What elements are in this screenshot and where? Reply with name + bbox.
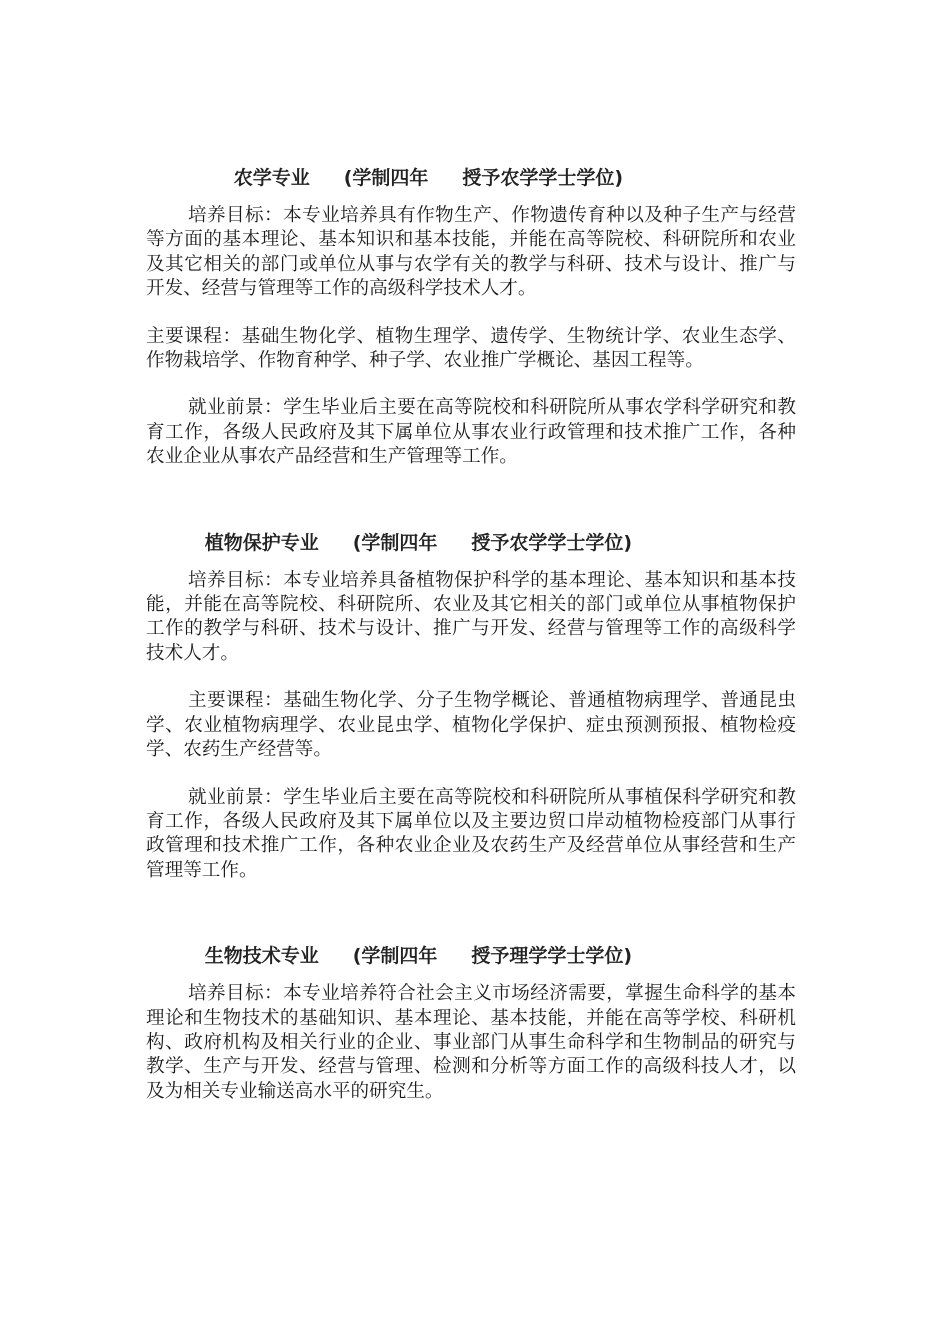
main-courses-paragraph: 主要课程：基础生物化学、分子生物学概论、普通植物病理学、普通昆虫学、农业植物病理学、农业昆虫学、植物化学保护、症虫预测预报、植物检疫学、农药生产经营等。 <box>146 690 796 761</box>
training-objective-paragraph: 培养目标：本专业培养具有作物生产、作物遗传育种以及种子生产与经营等方面的基本理论、基本知识和基本技能，并能在高等院校、科研院所和农业及其它相关的部门或单位从事与农学有关的教学与科研、技术与设计、推广与开发、经营与管理等工作的高级科学技术人才。 <box>146 205 796 300</box>
section-heading-agronomy <box>146 136 796 189</box>
major-name: 农学专业 <box>233 167 310 189</box>
program-length: (学制四年 <box>352 945 438 968</box>
employment-prospects-paragraph: 就业前景：学生毕业后主要在高等院校和科研院所从事农学科学研究和教育工作，各级人民政府及其下属单位从事农业行政管理和技术推广工作，各种农业企业从事农产品经营和生产管理等工作。 <box>146 397 796 468</box>
section-heading-plant-protection <box>146 501 796 554</box>
document-body <box>146 136 796 1104</box>
section-heading-biotechnology <box>146 914 796 968</box>
training-objective-paragraph: 培养目标：本专业培养具备植物保护科学的基本理论、基本知识和基本技能，并能在高等院校、科研院所、农业及其它相关的部门或单位从事植物保护工作的教学与科研、技术与设计、推广与开发、经营与管理等工作的高级科学技术人才。 <box>146 569 796 664</box>
degree-awarded: 授予理学学士学位) <box>471 945 633 968</box>
program-length: (学制四年 <box>343 167 429 189</box>
training-objective-paragraph: 培养目标：本专业培养符合社会主义市场经济需要，掌握生命科学的基本理论和生物技术的基础知识、基本理论、基本技能，并能在高等学校、科研机构、政府机构及相关行业的企业、事业部门从事生命科学和生物制品的研究与教学、生产与开发、经营与管理、检测和分析等方面工作的高级科技人才，以及为相关专业输送高水平的研究生。 <box>146 983 796 1102</box>
major-name: 植物保护专业 <box>204 531 319 554</box>
program-length: (学制四年 <box>352 531 438 554</box>
degree-awarded: 授予农学学士学位) <box>462 167 624 189</box>
major-name: 生物技术专业 <box>204 945 319 968</box>
employment-prospects-paragraph: 就业前景：学生毕业后主要在高等院校和科研院所从事植保科学研究和教育工作，各级人民政府及其下属单位以及主要边贸口岸动植物检疫部门从事行政管理和技术推广工作，各种农业企业及农药生产及经营单位从事经营和生产管理等工作。 <box>146 786 796 881</box>
degree-awarded: 授予农学学士学位) <box>471 531 633 554</box>
main-courses-paragraph: 主要课程：基础生物化学、植物生理学、遗传学、生物统计学、农业生态学、作物栽培学、作物育种学、种子学、农业推广学概论、基因工程等。 <box>146 325 796 372</box>
